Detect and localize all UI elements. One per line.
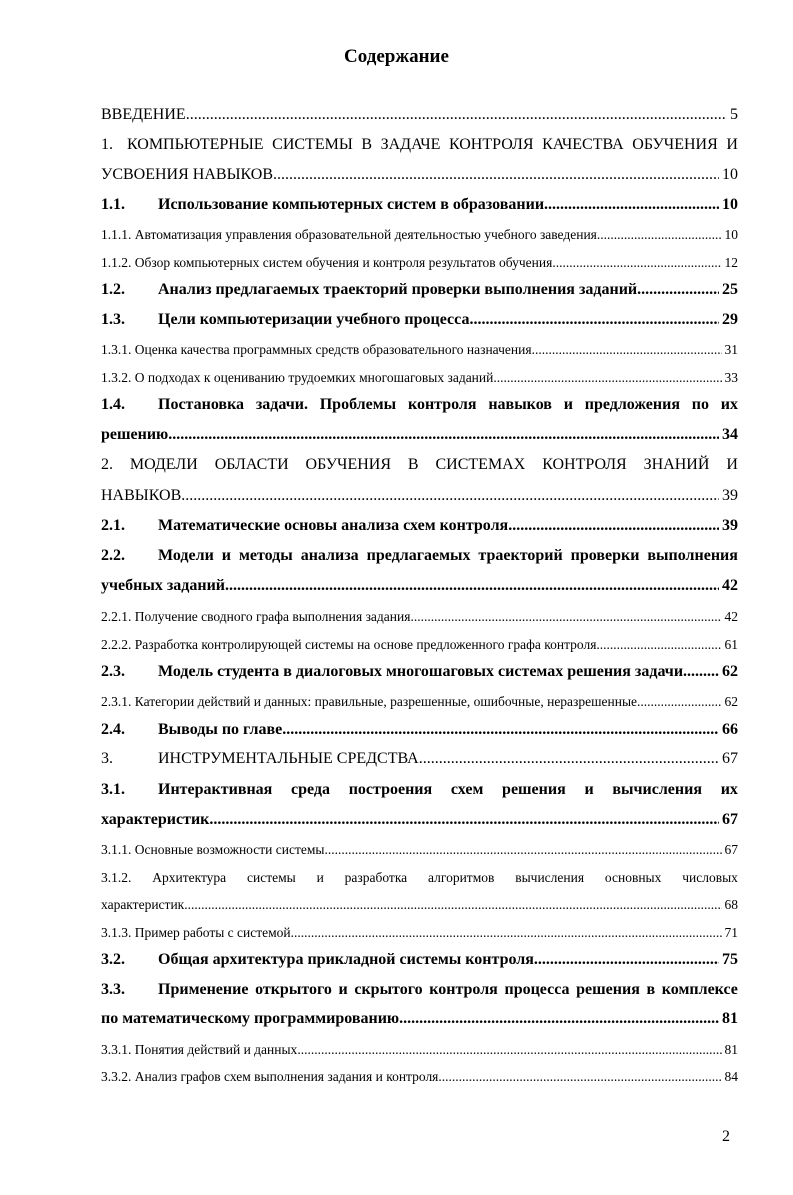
toc-entry-title: 3.1.1. Основные возможности системы bbox=[101, 842, 325, 857]
toc-page-number: 84 bbox=[724, 1069, 738, 1084]
toc-word: процесса bbox=[504, 981, 570, 998]
leader-area bbox=[596, 637, 721, 653]
toc-entry[interactable] bbox=[101, 513, 738, 535]
dot-leader bbox=[225, 577, 719, 595]
toc-word: Интерактивная bbox=[158, 781, 273, 798]
toc-word: И bbox=[726, 136, 738, 153]
toc-word: Применение bbox=[158, 981, 249, 998]
dot-leader bbox=[399, 1010, 719, 1028]
leader-area bbox=[438, 1069, 721, 1085]
toc-entry-title: Цели компьютеризации учебного процесса bbox=[158, 311, 470, 328]
toc-page-number: 39 bbox=[722, 517, 738, 534]
leader-area bbox=[410, 609, 721, 625]
toc-entry[interactable] bbox=[101, 192, 738, 214]
toc-entry-title: 2.3.1. Категории действий и данных: правильные, разрешенные, ошибочные, неразрешенные bbox=[101, 694, 638, 709]
toc-word: Архитектура bbox=[152, 870, 227, 885]
leader-area bbox=[186, 106, 727, 124]
dot-leader bbox=[493, 370, 721, 386]
dot-leader bbox=[273, 166, 719, 184]
toc-entry-title: 1.1.1. Автоматизация управления образовательной деятельностью учебного заведения bbox=[101, 227, 597, 242]
toc-word: системы bbox=[247, 870, 296, 885]
toc-entry[interactable] bbox=[101, 603, 738, 625]
toc-entry[interactable] bbox=[101, 102, 738, 124]
toc-entry[interactable] bbox=[101, 1063, 738, 1085]
toc-entry-title: решению bbox=[101, 426, 169, 443]
toc-word: задачи. bbox=[255, 396, 308, 413]
toc-entry-continuation[interactable] bbox=[101, 807, 738, 829]
toc-word: предложения bbox=[584, 396, 680, 413]
toc-page-number: 31 bbox=[724, 342, 738, 357]
toc-word: 3.1.2. bbox=[101, 870, 132, 885]
leader-area bbox=[637, 694, 721, 710]
toc-entry-title: 1.3.1. Оценка качества программных средств образовательного назначения bbox=[101, 342, 532, 357]
toc-word: основных bbox=[604, 870, 662, 885]
toc-entry-title: Анализ предлагаемых траекторий проверки выполнения заданий bbox=[158, 281, 638, 298]
toc-entry[interactable] bbox=[101, 777, 738, 799]
toc-entry-title: характеристик bbox=[101, 897, 185, 912]
toc-word: по bbox=[691, 396, 709, 413]
toc-entry[interactable] bbox=[101, 864, 738, 886]
toc-word: ЗАДАЧЕ bbox=[380, 136, 441, 153]
dot-leader bbox=[291, 925, 722, 941]
toc-word: предлагаемых bbox=[366, 547, 471, 564]
toc-word: КОНТРОЛЯ bbox=[448, 136, 534, 153]
dot-leader bbox=[532, 342, 722, 358]
toc-word: Проблемы bbox=[319, 396, 397, 413]
toc-entry-title: Модель студента в диалоговых многошаговых системах решения задачи bbox=[158, 663, 684, 680]
toc-page-number: 62 bbox=[722, 663, 738, 680]
dot-leader bbox=[438, 1069, 721, 1085]
toc-page-number: 10 bbox=[722, 196, 738, 213]
toc-entry-number: 1.2. bbox=[101, 281, 125, 298]
toc-word: и bbox=[584, 781, 594, 798]
toc-entry-continuation[interactable] bbox=[101, 891, 738, 913]
toc-entry-title: 3.1.3. Пример работы с системой bbox=[101, 925, 291, 940]
leader-area bbox=[324, 842, 721, 858]
dot-leader bbox=[181, 487, 719, 505]
toc-word: решения bbox=[502, 781, 566, 798]
toc-word: выполнения bbox=[647, 547, 738, 564]
toc-word: ОБУЧЕНИЯ bbox=[632, 136, 718, 153]
toc-entry[interactable] bbox=[101, 688, 738, 710]
toc-word: контроля bbox=[429, 981, 498, 998]
toc-entry-title-line bbox=[127, 136, 738, 154]
toc-word: и bbox=[316, 870, 324, 885]
leader-area bbox=[597, 227, 722, 243]
toc-entry-number: 3.1. bbox=[101, 781, 125, 798]
toc-word: В bbox=[407, 456, 419, 473]
toc-word: Модели bbox=[158, 547, 214, 564]
dot-leader bbox=[184, 897, 721, 913]
toc-entry[interactable] bbox=[101, 392, 738, 414]
toc-page-number: 5 bbox=[730, 106, 738, 123]
leader-area bbox=[282, 721, 719, 739]
toc-word: ОБЛАСТИ bbox=[214, 456, 289, 473]
leader-area bbox=[544, 196, 719, 214]
leader-area bbox=[297, 1042, 721, 1058]
dot-leader bbox=[282, 721, 719, 739]
toc-page-number: 71 bbox=[724, 925, 738, 940]
toc-entry-number: 1.3. bbox=[101, 311, 125, 328]
toc-entry-title: 2.2.1. Получение сводного графа выполнения задания bbox=[101, 609, 411, 624]
leader-area bbox=[291, 925, 722, 941]
toc-entry-number: 3.2. bbox=[101, 951, 125, 968]
toc-entry[interactable] bbox=[101, 307, 738, 329]
toc-page-number: 39 bbox=[722, 487, 738, 504]
toc-page-number: 42 bbox=[722, 577, 738, 594]
leader-area bbox=[469, 311, 719, 329]
toc-entry-title: 3.3.1. Понятия действий и данных bbox=[101, 1042, 298, 1057]
toc-word: И bbox=[726, 456, 738, 473]
toc-word: и bbox=[338, 981, 348, 998]
toc-entry-number: 2.3. bbox=[101, 663, 125, 680]
toc-word: В bbox=[361, 136, 373, 153]
toc-entry[interactable] bbox=[101, 746, 738, 768]
toc-entry-title: ИНСТРУМЕНТАЛЬНЫЕ СРЕДСТВА bbox=[158, 750, 419, 767]
toc-word: контроля bbox=[407, 396, 477, 413]
dot-leader bbox=[324, 842, 721, 858]
toc-page-number: 29 bbox=[722, 311, 738, 328]
toc-entry[interactable] bbox=[101, 336, 738, 358]
toc-entry[interactable] bbox=[101, 543, 738, 565]
dot-leader bbox=[596, 637, 721, 653]
dot-leader bbox=[534, 951, 719, 969]
toc-page-number: 67 bbox=[722, 750, 738, 767]
toc-page-number: 67 bbox=[722, 811, 738, 828]
toc-entry-continuation[interactable] bbox=[101, 1006, 738, 1028]
toc-entry-title: УСВОЕНИЯ НАВЫКОВ bbox=[101, 166, 274, 183]
leader-area bbox=[534, 951, 719, 969]
toc-entry-title-line bbox=[158, 547, 738, 565]
toc-word: среда bbox=[291, 781, 331, 798]
page-number: 2 bbox=[722, 1128, 730, 1145]
toc-entry[interactable] bbox=[101, 364, 738, 386]
leader-area bbox=[683, 663, 719, 681]
dot-leader bbox=[469, 311, 719, 329]
toc-page-number: 62 bbox=[724, 694, 738, 709]
toc-entry[interactable] bbox=[101, 836, 738, 858]
toc-entry[interactable] bbox=[101, 132, 738, 154]
toc-entry[interactable] bbox=[101, 1036, 738, 1058]
toc-page-number: 42 bbox=[724, 609, 738, 624]
toc-word: КОНТРОЛЯ bbox=[542, 456, 627, 473]
toc-entry-number: 1. bbox=[101, 136, 113, 153]
toc-entry-number: 2.4. bbox=[101, 721, 125, 738]
toc-entry[interactable] bbox=[101, 947, 738, 969]
toc-entry-title: 3.3.2. Анализ графов схем выполнения задания и контроля bbox=[101, 1069, 439, 1084]
toc-word: и bbox=[563, 396, 573, 413]
dot-leader bbox=[552, 255, 721, 271]
toc-word: числовых bbox=[682, 870, 738, 885]
toc-entry-continuation[interactable] bbox=[101, 483, 738, 505]
toc-word: открытого bbox=[255, 981, 332, 998]
dot-leader bbox=[544, 196, 719, 214]
toc-word: алгоритмов bbox=[428, 870, 495, 885]
toc-word: КОМПЬЮТЕРНЫЕ bbox=[127, 136, 264, 153]
toc-entry[interactable] bbox=[101, 452, 738, 474]
toc-word: скрытого bbox=[354, 981, 423, 998]
toc-word: 2. bbox=[101, 456, 113, 473]
toc-word: вычисления bbox=[612, 781, 702, 798]
toc-entry-number: 3. bbox=[101, 750, 113, 767]
toc-entry-title-line bbox=[158, 781, 738, 799]
toc-page-number: 10 bbox=[724, 227, 738, 242]
leader-area bbox=[184, 897, 721, 913]
toc-word: в bbox=[646, 981, 656, 998]
toc-word: Постановка bbox=[158, 396, 245, 413]
dot-leader bbox=[186, 106, 727, 124]
toc-entry-title: ВВЕДЕНИЕ bbox=[101, 106, 186, 123]
toc-entry-continuation[interactable] bbox=[101, 162, 738, 184]
toc-entry[interactable] bbox=[101, 249, 738, 271]
toc-word: схем bbox=[450, 781, 484, 798]
toc-word: вычисления bbox=[515, 870, 585, 885]
toc-entry-title-line bbox=[158, 981, 738, 999]
dot-leader bbox=[297, 1042, 721, 1058]
leader-area bbox=[399, 1010, 719, 1028]
toc-entry[interactable] bbox=[101, 277, 738, 299]
page-title: Содержание bbox=[344, 46, 449, 67]
leader-area bbox=[209, 811, 719, 829]
toc-entry-title: Общая архитектура прикладной системы контроля bbox=[158, 951, 534, 968]
toc-entry-title: Выводы по главе bbox=[158, 721, 283, 738]
dot-leader bbox=[637, 281, 719, 299]
toc-word: анализа bbox=[300, 547, 359, 564]
toc-word: МОДЕЛИ bbox=[129, 456, 198, 473]
toc-entry-title: учебных заданий bbox=[101, 577, 226, 594]
toc-word: разработка bbox=[344, 870, 408, 885]
toc-entry-number: 1.1. bbox=[101, 196, 125, 213]
toc-word: проверки bbox=[570, 547, 640, 564]
leader-area bbox=[225, 577, 719, 595]
toc-entry[interactable] bbox=[101, 631, 738, 653]
leader-area bbox=[552, 255, 721, 271]
dot-leader bbox=[168, 426, 719, 444]
leader-area bbox=[168, 426, 719, 444]
toc-word: ОБУЧЕНИЯ bbox=[305, 456, 392, 473]
toc-entry-number: 3.3. bbox=[101, 981, 125, 998]
toc-page-number: 34 bbox=[722, 426, 738, 443]
toc-entry-number: 1.4. bbox=[101, 396, 125, 413]
toc-word: их bbox=[720, 396, 738, 413]
toc-entry-title: характеристик bbox=[101, 811, 210, 828]
toc-page-number: 12 bbox=[724, 255, 738, 270]
toc-word: построения bbox=[348, 781, 433, 798]
toc-entry-number: 2.1. bbox=[101, 517, 125, 534]
toc-entry[interactable] bbox=[101, 221, 738, 243]
toc-word: СИСТЕМАХ bbox=[435, 456, 526, 473]
dot-leader bbox=[508, 517, 719, 535]
leader-area bbox=[532, 342, 722, 358]
toc-entry-title-line bbox=[158, 396, 738, 414]
toc-entry[interactable] bbox=[101, 919, 738, 941]
toc-word: их bbox=[720, 781, 738, 798]
toc-entry-title: Использование компьютерных систем в образовании bbox=[158, 196, 545, 213]
toc-word: навыков bbox=[488, 396, 552, 413]
toc-entry-continuation[interactable] bbox=[101, 422, 738, 444]
leader-area bbox=[273, 166, 719, 184]
toc-word: методы bbox=[238, 547, 293, 564]
toc-page-number: 10 bbox=[722, 166, 738, 183]
leader-area bbox=[419, 750, 719, 768]
toc-page-number: 75 bbox=[722, 951, 738, 968]
toc-page-number: 66 bbox=[722, 721, 738, 738]
leader-area bbox=[508, 517, 719, 535]
toc-entry-title: по математическому программированию bbox=[101, 1010, 400, 1027]
toc-entry-number: 2.2. bbox=[101, 547, 125, 564]
toc-word: комплексе bbox=[661, 981, 738, 998]
toc-word: траекторий bbox=[478, 547, 563, 564]
dot-leader bbox=[683, 663, 719, 681]
toc-entry-title: Математические основы анализа схем контроля bbox=[158, 517, 509, 534]
leader-area bbox=[181, 487, 719, 505]
toc-word: и bbox=[221, 547, 231, 564]
toc-entry-title: НАВЫКОВ bbox=[101, 487, 182, 504]
dot-leader bbox=[419, 750, 719, 768]
toc-page-number: 25 bbox=[722, 281, 738, 298]
toc-entry[interactable] bbox=[101, 977, 738, 999]
toc-entry-continuation[interactable] bbox=[101, 573, 738, 595]
toc-entry[interactable] bbox=[101, 717, 738, 739]
toc-page-number: 81 bbox=[724, 1042, 738, 1057]
dot-leader bbox=[637, 694, 721, 710]
dot-leader bbox=[209, 811, 719, 829]
toc-word: КАЧЕСТВА bbox=[542, 136, 624, 153]
dot-leader bbox=[597, 227, 722, 243]
leader-area bbox=[493, 370, 721, 386]
toc-entry-title: 1.3.2. О подходах к оцениванию трудоемких многошаговых заданий bbox=[101, 370, 494, 385]
leader-area bbox=[637, 281, 719, 299]
toc-entry-title: 1.1.2. Обзор компьютерных систем обучения и контроля результатов обучения bbox=[101, 255, 553, 270]
toc-word: решения bbox=[576, 981, 640, 998]
toc-entry[interactable] bbox=[101, 659, 738, 681]
toc-word: ЗНАНИЙ bbox=[643, 456, 710, 473]
toc-page-number: 67 bbox=[724, 842, 738, 857]
toc-page-number: 33 bbox=[724, 370, 738, 385]
toc-page-number: 68 bbox=[724, 897, 738, 912]
toc-page-number: 81 bbox=[722, 1010, 738, 1027]
toc-word: СИСТЕМЫ bbox=[272, 136, 353, 153]
dot-leader bbox=[410, 609, 721, 625]
toc-page-number: 61 bbox=[724, 637, 738, 652]
toc-entry-title: 2.2.2. Разработка контролирующей системы на основе предложенного графа контроля bbox=[101, 637, 597, 652]
